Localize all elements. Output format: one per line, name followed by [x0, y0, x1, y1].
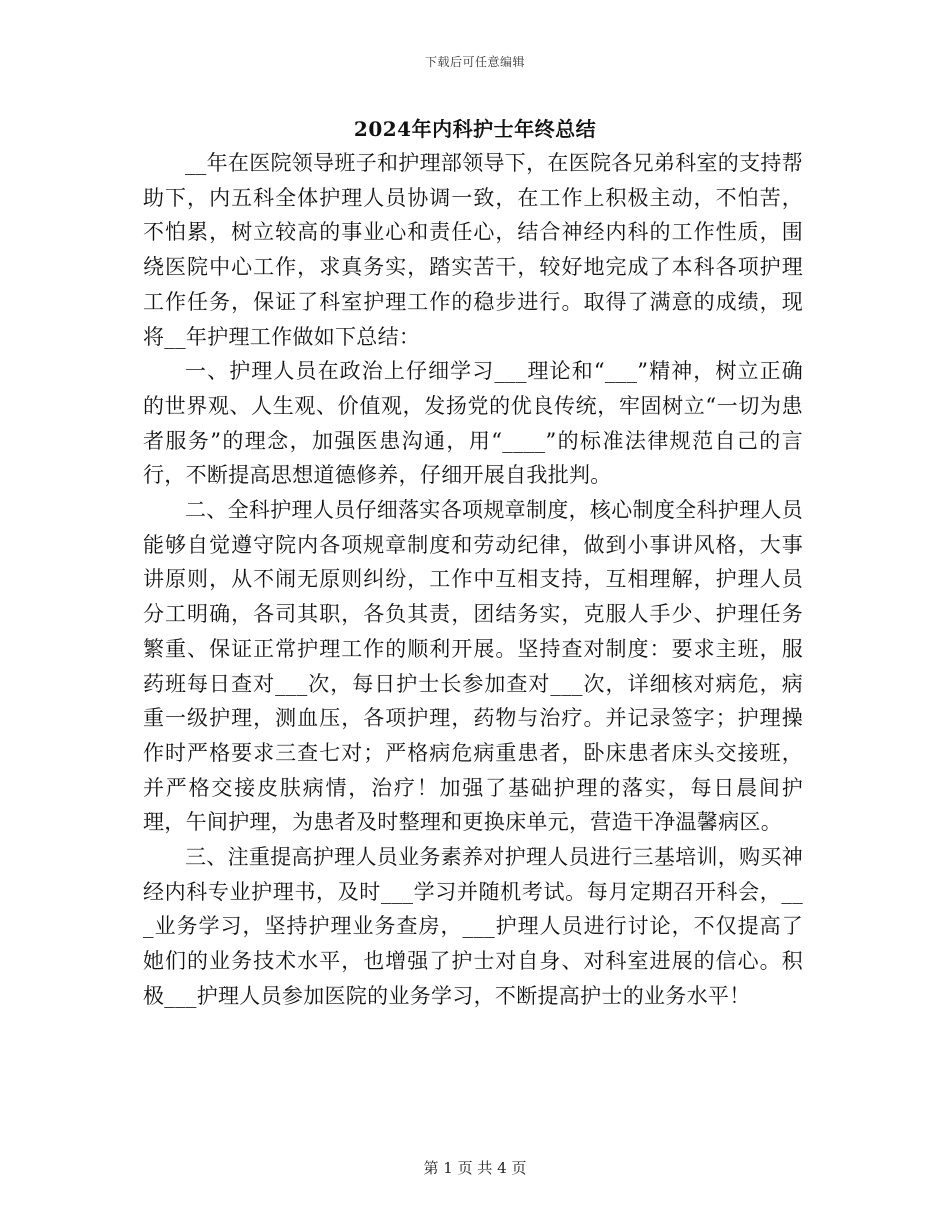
paragraph-intro: __年在医院领导班子和护理部领导下，在医院各兄弟科室的支持帮助下，内五科全体护理人员协调一致，在工作上积极主动，不怕苦，不怕累，树立较高的事业心和责任心，结合神经内科的工作性质，围绕医院中心工作，求真务实，踏实苦干，较好地完成了本科各项护理工作任务，保证了科室护理工作的稳步进行。取得了满意的成绩，现将__年护理工作做如下总结：	[143, 151, 803, 349]
header-note: 下载后可任意编辑	[424, 55, 525, 69]
page-number: 第 1 页 共 4 页	[423, 1159, 527, 1177]
paragraph-section-1: 一、护理人员在政治上仔细学习___理论和“___”精神，树立正确的世界观、人生观、价值观，发扬党的优良传统，牢固树立“一切为患者服务”的理念，加强医患沟通，用“____”的标准法律规范自己的言行，不断提高思想道德修养，仔细开展自我批判。	[143, 359, 803, 488]
paragraph-section-3: 三、注重提高护理人员业务素养对护理人员进行三基培训，购买神经内科专业护理书，及时___学习并随机考试。每月定期召开科会，___业务学习，坚持护理业务查房，___护理人员进行讨论，不仅提高了她们的业务技术水平，也增强了护士对自身、对科室进展的信心。积极___护理人员参加医院的业务学习，不断提高护士的业务水平！	[143, 845, 803, 1008]
document-body	[143, 146, 803, 1014]
paragraph-section-2: 二、全科护理人员仔细落实各项规章制度，核心制度全科护理人员能够自觉遵守院内各项规章制度和劳动纪律，做到小事讲风格，大事讲原则，从不闹无原则纠纷，工作中互相支持，互相理解，护理人员分工明确，各司其职，各负其责，团结务实，克服人手少、护理任务繁重、保证正常护理工作的顺利开展。坚持查对制度：要求主班，服药班每日查对___次，每日护士长参加查对___次，详细核对病危，病重一级护理，测血压，各项护理，药物与治疗。并记录签字；护理操作时严格要求三查七对；严格病危病重患者，卧床患者床头交接班，并严格交接皮肤病情，治疗！加强了基础护理的落实，每日晨间护理，午间护理，为患者及时整理和更换床单元，营造干净温馨病区。	[143, 498, 803, 835]
document-title: 2024年内科护士年终总结	[353, 117, 597, 141]
